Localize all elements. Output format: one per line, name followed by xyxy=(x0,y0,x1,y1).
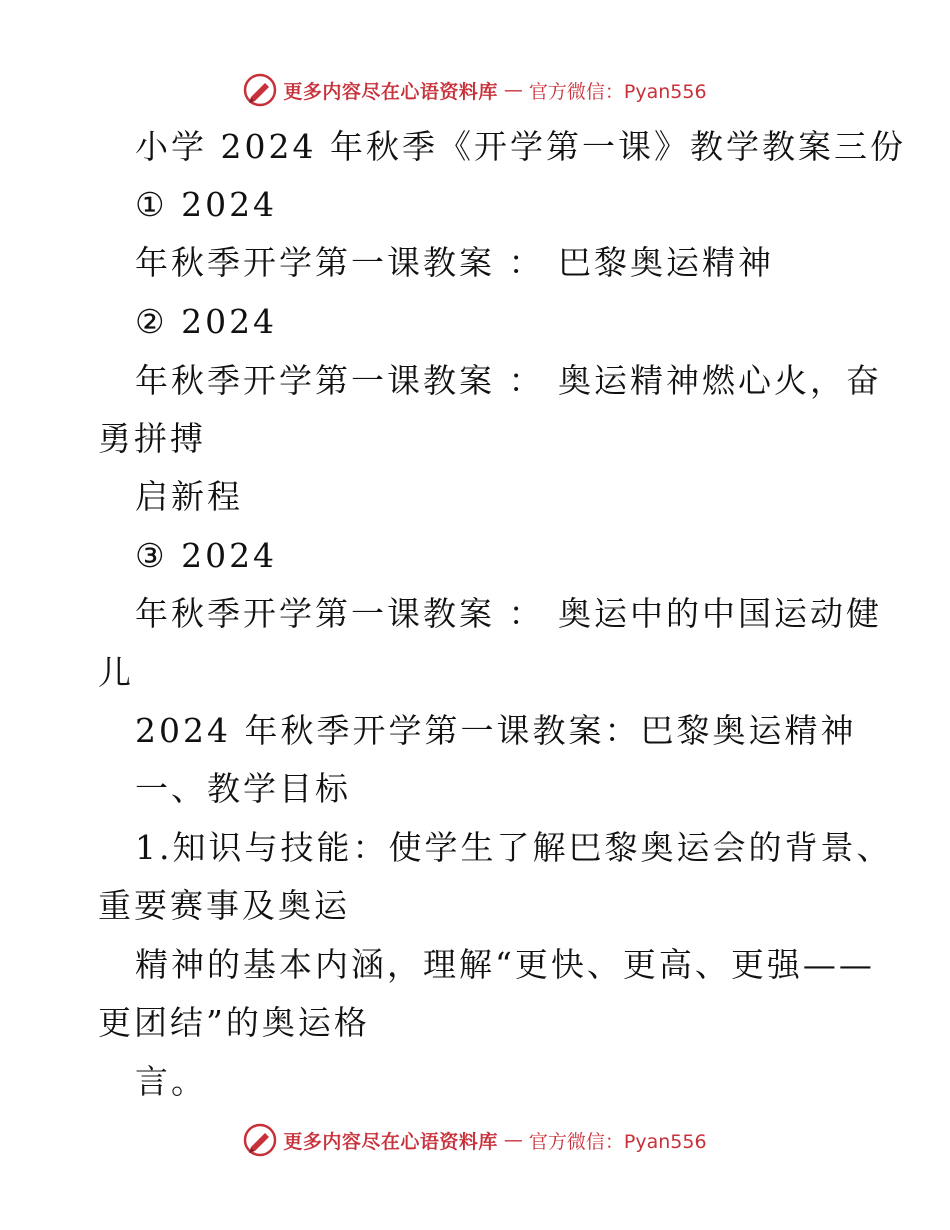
document-title: 小学 2024 年秋季《开学第一课》教学教案三份 xyxy=(135,127,906,166)
paragraph-line: 重要赛事及奥运 xyxy=(98,886,350,925)
list-item-2-year: ② 2024 xyxy=(135,302,278,341)
list-item-2-title-cont2: 启新程 xyxy=(135,477,243,516)
banner-brand: 更多内容尽在心语资料库 xyxy=(283,80,498,103)
paragraph-line: 精神的基本内涵，理解“更快、更高、更强—— xyxy=(135,945,875,984)
list-item-3-title-cont: 儿 xyxy=(98,653,134,692)
list-item-1-title: 年秋季开学第一课教案 ： 巴黎奥运精神 xyxy=(135,243,774,282)
paragraph-line: 1.知识与技能：使学生了解巴黎奥运会的背景、 xyxy=(135,828,893,867)
list-item-3-title: 年秋季开学第一课教案 ： 奥运中的中国运动健 xyxy=(135,594,882,633)
list-item-2-title-cont: 勇拼搏 xyxy=(98,419,206,458)
banner-separator: — xyxy=(503,79,523,101)
list-item-1-year: ① 2024 xyxy=(135,185,278,224)
paragraph-line: 言。 xyxy=(135,1062,207,1101)
banner-contact: 官方微信：Pyan556 xyxy=(528,80,707,103)
footer-watermark xyxy=(0,1120,950,1160)
subsection-heading: 一、教学目标 xyxy=(135,769,351,808)
section-heading: 2024 年秋季开学第一课教案：巴黎奥运精神 xyxy=(135,711,857,750)
list-item-2-title: 年秋季开学第一课教案 ： 奥运精神燃心火，奋 xyxy=(135,361,882,400)
list-item-3-year: ③ 2024 xyxy=(135,536,278,575)
banner-brand: 更多内容尽在心语资料库 xyxy=(283,1130,498,1153)
pen-logo-icon xyxy=(243,1123,277,1157)
paragraph-line: 更团结”的奥运格 xyxy=(98,1003,370,1042)
banner-separator: — xyxy=(503,1129,523,1151)
banner-contact: 官方微信：Pyan556 xyxy=(528,1130,707,1153)
